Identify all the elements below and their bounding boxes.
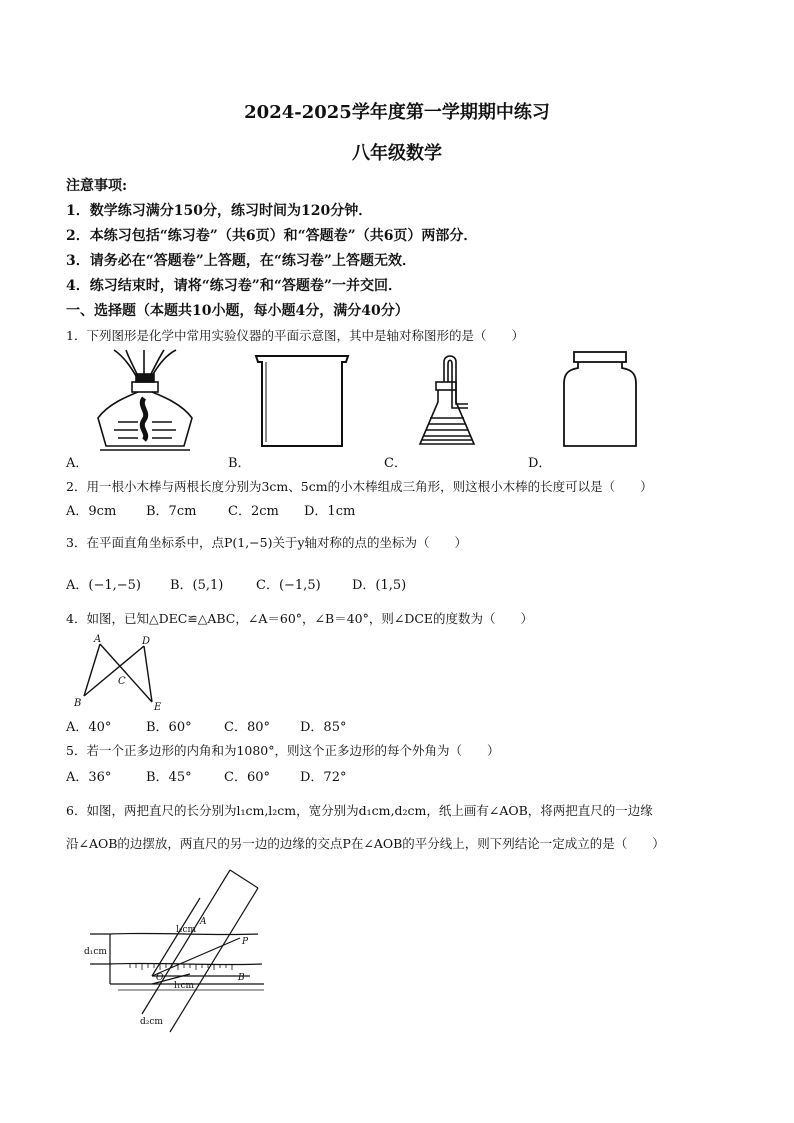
rulers-figure: [80, 864, 280, 1036]
page-subtitle: 八年级数学: [352, 143, 442, 164]
question-3-option-d: D．(1,5): [352, 578, 407, 593]
label-b: B: [74, 698, 82, 709]
question-2-option-c: C．2cm: [228, 504, 279, 519]
question-5-option-d: D．72°: [300, 770, 347, 785]
page-title: 2024-2025学年度第一学期期中练习: [244, 102, 550, 123]
label-a: A: [94, 634, 102, 645]
label-d2: d₂cm: [140, 1017, 163, 1027]
question-2-option-a: A．9cm: [66, 504, 117, 519]
question-5-option-b: B．45°: [146, 770, 192, 785]
label-d1: d₁cm: [84, 947, 107, 957]
question-1-option-b: B．: [228, 456, 251, 471]
label-b: B: [238, 973, 245, 983]
flask-figure: [416, 352, 496, 452]
beaker-figure: [252, 352, 352, 452]
question-1-option-a: A．: [66, 456, 89, 471]
question-1-stem: 1．下列图形是化学中常用实验仪器的平面示意图，其中是轴对称图形的是（ ）: [66, 328, 524, 343]
label-o: O: [156, 973, 164, 983]
question-3-option-a: A．(−1,−5): [66, 578, 141, 593]
question-4-stem: 4．如图，已知△DEC≌△ABC，∠A＝60°，∠B＝40°，则∠DCE的度数为（ ）: [66, 611, 534, 626]
note-item: 3．请务必在“答题卷”上答题，在“练习卷”上答题无效．: [66, 253, 416, 269]
question-1-option-d: D．: [528, 456, 552, 471]
question-3-stem: 3．在平面直角坐标系中，点P(1,−5)关于y轴对称的点的坐标为（ ）: [66, 535, 468, 550]
triangles-figure: [70, 632, 190, 712]
question-2-option-b: B．7cm: [146, 504, 197, 519]
jar-figure: [560, 350, 640, 450]
question-1-option-c: C．: [384, 456, 407, 471]
question-6-stem-line-1: 6．如图，两把直尺的长分别为l₁cm,l₂cm，宽分别为d₁cm,d₂cm，纸上画有∠AOB，将两把直尺的一边缘: [66, 803, 653, 818]
section-heading: 一、选择题（本题共10小题，每小题4分，满分40分）: [66, 303, 409, 319]
question-2-option-d: D．1cm: [304, 504, 356, 519]
notes-heading: 注意事项:: [66, 178, 128, 194]
question-3-option-b: B．(5,1): [170, 578, 224, 593]
question-4-option-c: C．80°: [224, 720, 270, 735]
label-e: E: [154, 702, 162, 712]
question-5-option-c: C．60°: [224, 770, 270, 785]
question-4-option-b: B．60°: [146, 720, 192, 735]
question-2-stem: 2．用一根小木棒与两根长度分别为3cm、5cm的小木棒组成三角形，则这根小木棒的长度可以是（ ）: [66, 479, 653, 494]
question-3-option-c: C．(−1,5): [256, 578, 321, 593]
note-item: 4．练习结束时，请将“练习卷”和“答题卷”一并交回．: [66, 278, 402, 294]
note-item: 2．本练习包括“练习卷”（共6页）和“答题卷”（共6页）两部分．: [66, 228, 478, 244]
question-6-stem-line-2: 沿∠AOB的边摆放，两直尺的另一边的边缘的交点P在∠AOB的平分线上，则下列结论一定成立的是（ ）: [66, 836, 665, 851]
label-c: C: [118, 676, 126, 687]
question-4-option-a: A．40°: [66, 720, 112, 735]
label-a: A: [200, 917, 207, 927]
question-4-option-d: D．85°: [300, 720, 347, 735]
label-l1: l₁cm: [174, 981, 195, 991]
label-d: D: [142, 636, 151, 647]
alcohol-lamp-figure: [88, 348, 198, 458]
label-p: P: [242, 937, 249, 947]
note-item: 1．数学练习满分150分，练习时间为120分钟．: [66, 203, 373, 219]
question-5-stem: 5．若一个正多边形的内角和为1080°，则这个正多边形的每个外角为（ ）: [66, 743, 500, 758]
question-5-option-a: A．36°: [66, 770, 112, 785]
label-l2: l₂cm: [176, 925, 197, 935]
